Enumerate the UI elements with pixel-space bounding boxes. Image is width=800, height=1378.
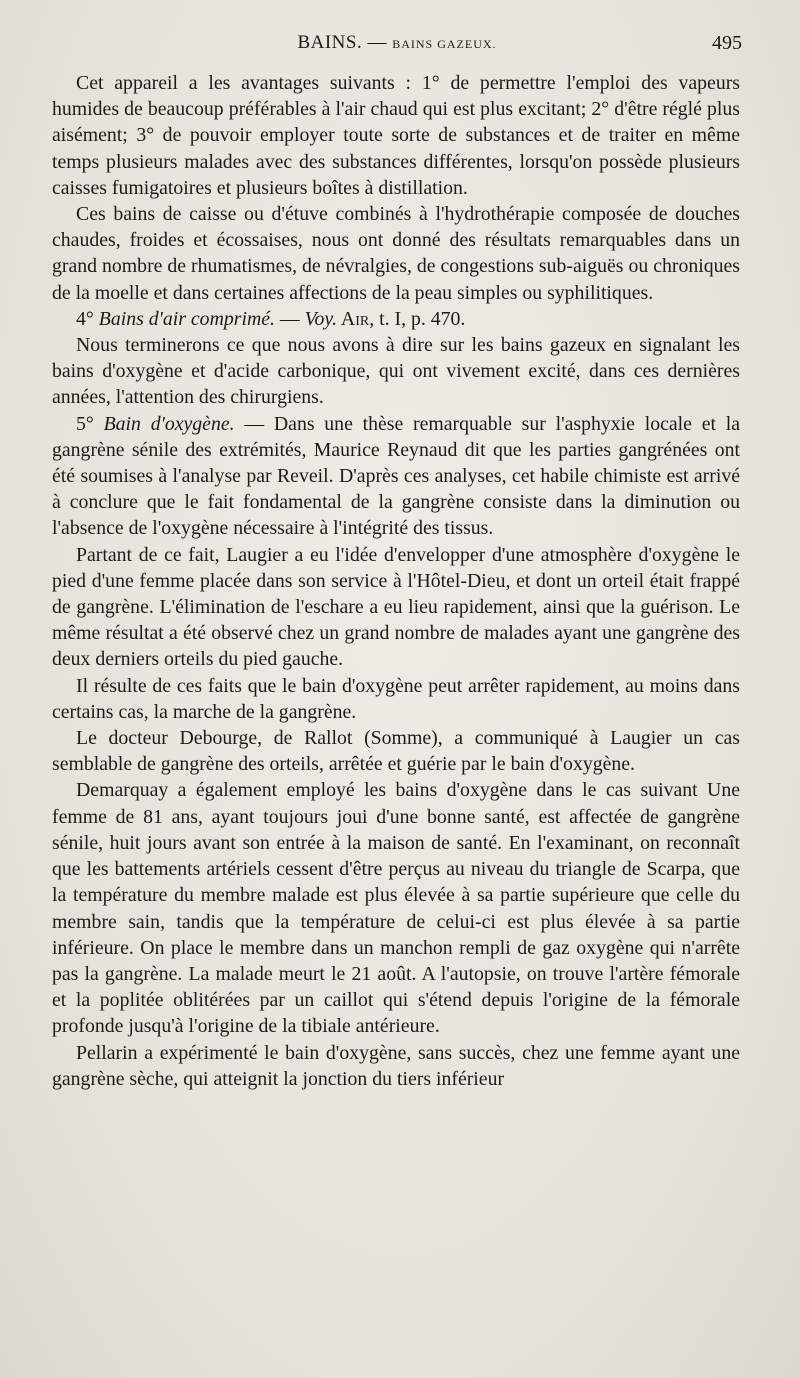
page-number: 495 bbox=[712, 32, 742, 54]
paragraph: Pellarin a expérimenté le bain d'oxygène, sans succès, chez une femme ayant une gangrène sèche, qui atteignit la jonction du tiers inférieur bbox=[52, 1041, 740, 1090]
running-header bbox=[52, 32, 742, 62]
section-title: Bain d'oxygène. bbox=[103, 412, 235, 435]
running-title-separator: — bbox=[362, 32, 393, 53]
section-dash: — bbox=[234, 412, 274, 435]
section-number: 5° bbox=[76, 412, 104, 435]
running-title-sub: BAINS GAZEUX. bbox=[392, 37, 497, 51]
paragraph-heading-compressed-air bbox=[52, 306, 740, 332]
paragraph: Le docteur Debourge, de Rallot (Somme), a communiqué à Laugier un cas semblable de gangrène des orteils, arrêtée et guérie par le bain d'oxygène. bbox=[52, 727, 740, 776]
section-number: 4° bbox=[76, 307, 99, 330]
running-title-main: BAINS. bbox=[297, 32, 363, 53]
section-title: Bains d'air comprimé. bbox=[98, 307, 275, 330]
cross-reference-location: , t. I, p. 470. bbox=[369, 307, 466, 330]
section-body: Dans une thèse remarquable sur l'asphyxie locale et la gangrène sénile des extrémités, Maurice Reynaud dit que les parties gangrénées ont été soumises à l'analyse par Reveil. D'après ces analyses, cet habile chimiste est arrivé à conclure que le fait fondamental de la gangrène consiste dans la diminution ou l'absence de l'oxygène nécessaire à l'intégrité des tissus. bbox=[52, 412, 741, 540]
paragraph: Cet appareil a les avantages suivants : 1° de permettre l'emploi des vapeurs humides de beaucoup préférables à l'air chaud qui est plus excitant; 2° d'être réglé plus aisément; 3° de pouvoir employer toute sorte de substances et de traiter en même temps plusieurs malades avec des substances différentes, lorsqu'on possède plusieurs caisses fumigatoires et plusieurs boîtes à distillation. bbox=[52, 72, 740, 199]
paragraph: Partant de ce fait, Laugier a eu l'idée d'envelopper d'une atmosphère d'oxygène le pied d'une femme placée dans son service à l'Hôtel-Dieu, et dont un orteil était frappé de gangrène. L'élimination de l'eschare a eu lieu rapidement, ainsi que la guérison. Le même résultat a été observé chez un grand nombre de malades ayant une gangrène des deux derniers orteils du pied gauche. bbox=[52, 543, 740, 671]
running-title bbox=[52, 32, 742, 54]
cross-reference-air: Air bbox=[337, 307, 370, 330]
paragraph: Nous terminerons ce que nous avons à dire sur les bains gazeux en signalant les bains d'oxygène et d'acide carbonique, qui ont vivement excité, dans ces dernières années, l'attention des chirurgiens. bbox=[52, 334, 740, 409]
paragraph: Il résulte de ces faits que le bain d'oxygène peut arrêter rapidement, au moins dans certains cas, la marche de la gangrène. bbox=[52, 674, 740, 723]
cross-reference-voy: Voy. bbox=[304, 307, 338, 330]
paragraph: Ces bains de caisse ou d'étuve combinés à l'hydrothérapie composée de douches chaudes, froides et écossaises, nous ont donné des résultats remarquables dans un grand nombre de rhumatismes, de névralgies, de congestions sub-aiguës ou chroniques de la moelle et dans certaines affections de la peau simples ou syphilitiques. bbox=[52, 203, 740, 304]
paragraph-heading-oxygen bbox=[52, 411, 740, 542]
paragraph: Demarquay a également employé les bains d'oxygène dans le cas suivant Une femme de 81 ans, ayant toujours joui d'une bonne santé, est affectée de gangrène sénile, huit jours avant son entrée à la maison de santé. En l'examinant, on reconnaît que les battements artériels cessent d'être perçus au niveau du triangle de Scarpa, que la température du membre malade est plus élevée à sa partie supérieure que celle du membre sain, tandis que la température de celui-ci est plus élevée à sa partie inférieure. On place le membre dans un manchon rempli de gaz oxygène qui n'arrête pas la gangrène. La malade meurt le 21 août. A l'autopsie, on trouve l'artère fémorale et la poplitée oblitérées par un caillot qui s'étend depuis l'origine de la fémorale profonde jusqu'à l'origine de la tibiale antérieure. bbox=[52, 779, 740, 1038]
section-dash: — bbox=[274, 307, 305, 330]
body-text bbox=[52, 70, 740, 1092]
